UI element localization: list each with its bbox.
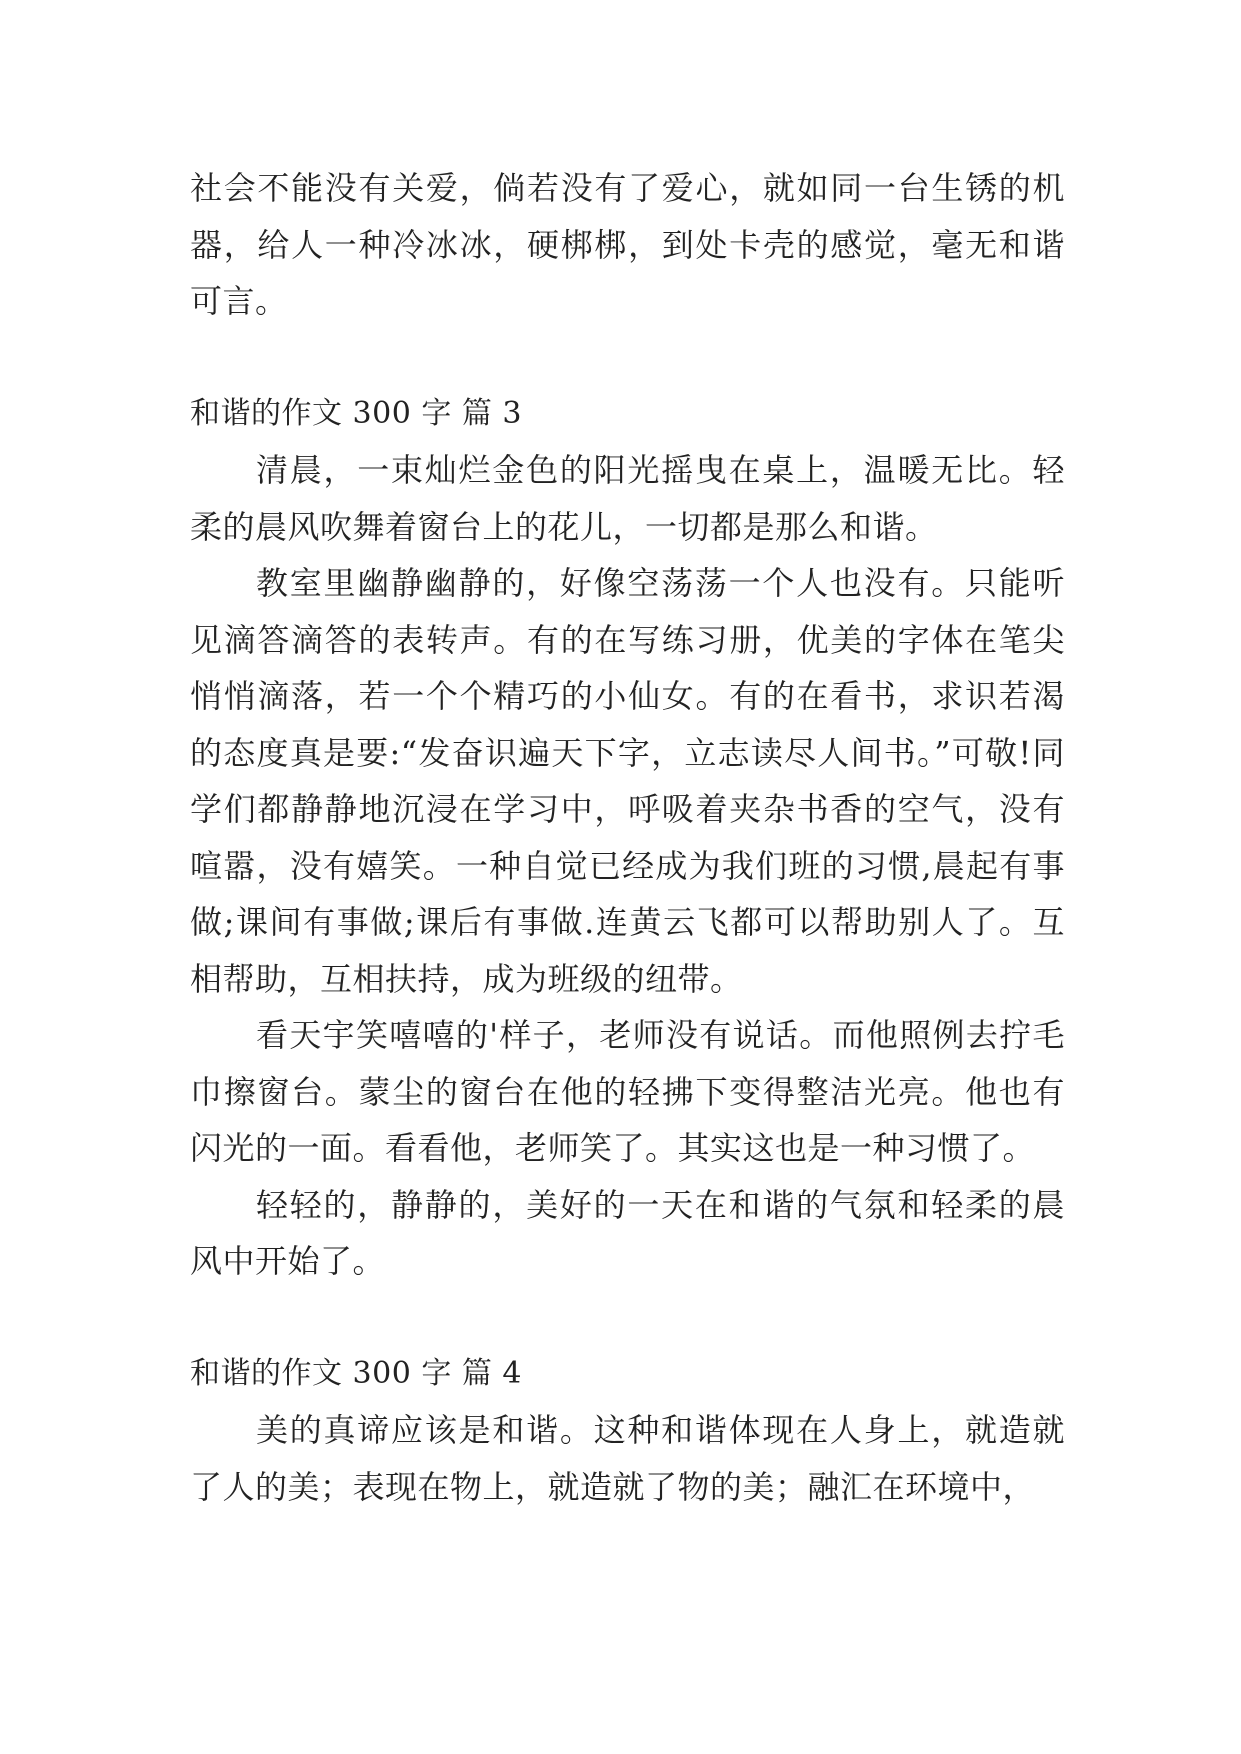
section-gap (190, 1290, 1065, 1346)
section-gap (190, 330, 1065, 386)
paragraph: 教室里幽静幽静的，好像空荡荡一个人也没有。只能听见滴答滴答的表转声。有的在写练习册，优美的字体在笔尖悄悄滴落，若一个个精巧的小仙女。有的在看书，求识若渴的态度真是要:“发奋识遍天下字，立志读尽人间书。”可敬!同学们都静静地沉浸在学习中，呼吸着夹杂书香的空气，没有喧嚣，没有嬉笑。一种自觉已经成为我们班的习惯,晨起有事做;课间有事做;课后有事做.连黄云飞都可以帮助别人了。互相帮助，互相扶持，成为班级的纽带。 (190, 564, 1065, 998)
paragraph: 轻轻的，静静的，美好的一天在和谐的气氛和轻柔的晨风中开始了。 (190, 1185, 1065, 1280)
section-heading: 和谐的作文 300 字 篇 3 (190, 395, 522, 431)
document-body (190, 160, 1065, 1515)
paragraph: 看天宇笑嘻嘻的'样子，老师没有说话。而他照例去拧毛巾擦窗台。蒙尘的窗台在他的轻拂下变得整洁光亮。他也有闪光的一面。看看他，老师笑了。其实这也是一种习惯了。 (190, 1016, 1065, 1167)
section-heading: 和谐的作文 300 字 篇 4 (190, 1355, 522, 1391)
paragraph: 社会不能没有关爱，倘若没有了爱心，就如同一台生锈的机器，给人一种冷冰冰，硬梆梆，到处卡壳的感觉，毫无和谐可言。 (190, 169, 1065, 320)
paragraph: 清晨，一束灿烂金色的阳光摇曳在桌上，温暖无比。轻柔的晨风吹舞着窗台上的花儿，一切都是那么和谐。 (190, 451, 1065, 546)
paragraph: 美的真谛应该是和谐。这种和谐体现在人身上，就造就了人的美；表现在物上，就造就了物的美；融汇在环境中， (190, 1411, 1065, 1506)
